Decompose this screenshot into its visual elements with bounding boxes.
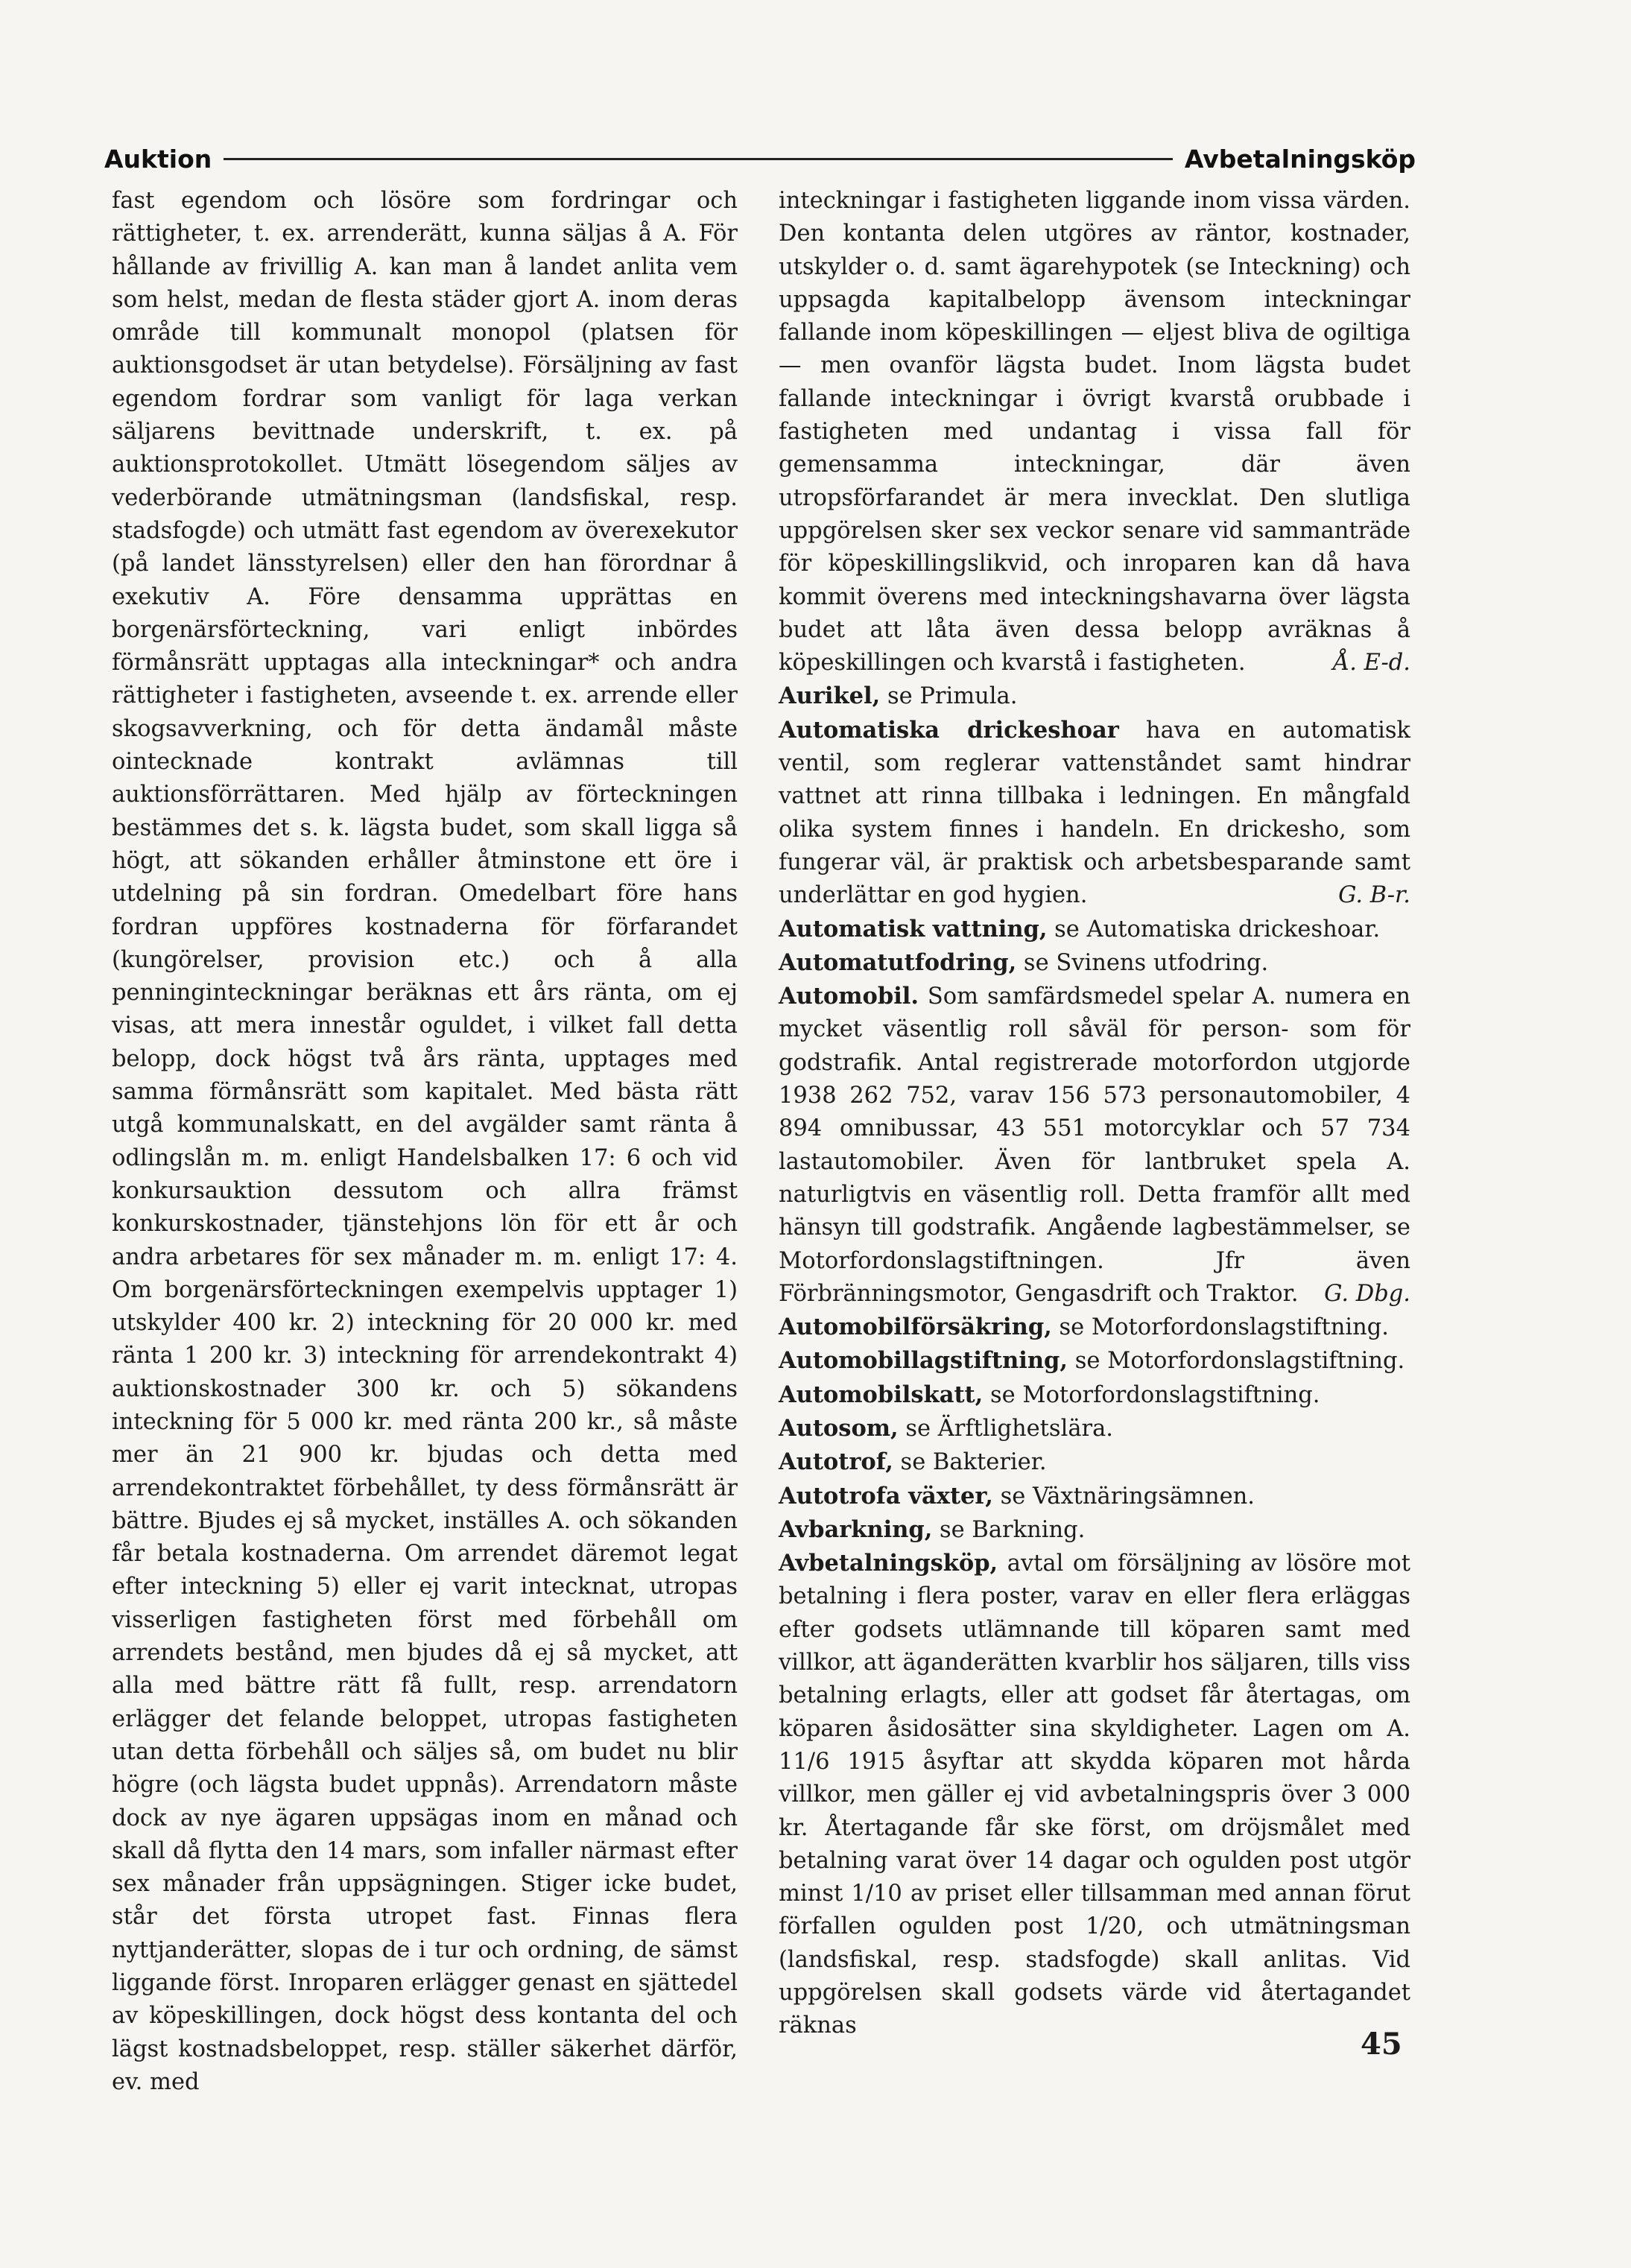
entry-term: Autosom, [779, 1414, 899, 1442]
entry [779, 680, 1410, 713]
continuation-text: inteckningar i fastigheten liggande inom vissa värden. Den kontanta delen utgöres av räntor, kostnader, utskylder o. d. samt ägarehypotek (se Inteckning) och uppsagda kapitalbelopp ävensom inteckningar fallande inom köpeskillingen — eljest bliva de ogiltiga — men ovanför lägsta budet. Inom lägsta budet fallande inteckningar i övrigt kvarstå orubbade i fastigheten med undantag i vissa fall för gemensamma inteckningar, där även utropsförfarandet är mera invecklat. Den slutliga uppgörelsen sker sex veckor senare vid sammanträde för köpeskillingslikvid, och inroparen kan då hava kommit överens med inteckningshavarna över lägsta budet att låta även dessa belopp avräknas å köpeskillingen och kvarstå i fastigheten. [779, 188, 1410, 677]
entry [779, 980, 1410, 1311]
entry-term: Automatisk vattning, [779, 915, 1048, 943]
continuation-paragraph [779, 185, 1410, 680]
entry-text: se Växtnäringsämnen. [992, 1483, 1255, 1510]
entry [779, 1445, 1410, 1479]
entry-term: Autotrof, [779, 1448, 893, 1476]
entry-text: se Motorfordonslagstiftning. [1051, 1314, 1389, 1341]
entry [779, 1480, 1410, 1513]
entry-text: se Automatiska drickeshoar. [1047, 916, 1381, 943]
page-number: 45 [1361, 2027, 1402, 2062]
running-head-right: Avbetalningsköp [1184, 144, 1416, 174]
entry [779, 1344, 1410, 1378]
entry [779, 1513, 1410, 1547]
entry-text: se Motorfordonslagstiftning. [983, 1381, 1320, 1408]
entry-term: Automobil. [779, 983, 919, 1010]
entry-text: Som samfärdsmedel spelar A. numera en mycket väsentlig roll såväl för person- som för godstrafik. Antal registrerade motorfordon utgjorde 1938 262 752, varav 156 573 personautomobiler, 4 894 omnibussar, 43 551 motorcyklar och 57 734 lastautomobiler. Även för lantbruket spela A. naturligtvis en väsentlig roll. Detta framför allt med hänsyn till godstrafik. Angående lagbestämmelser, se Motorfordonslagstiftningen. Jfr även Förbränningsmotor, Gengasdrift och Traktor. [779, 983, 1410, 1307]
entry-term: Autotrofa växter, [779, 1482, 993, 1510]
running-head-left: Auktion [104, 144, 212, 174]
continuation-signature: Å. E-d. [1333, 650, 1410, 677]
entry-term: Automobillagstiftning, [779, 1347, 1068, 1375]
entry-term: Avbetalningsköp, [779, 1550, 998, 1577]
entry-text: se Motorfordonslagstiftning. [1068, 1348, 1405, 1375]
entry-text: se Barkning. [932, 1516, 1086, 1543]
left-column-text: fast egendom och lösöre som fordringar och rättigheter, t. ex. arrenderätt, kunna säljas å A. För hållande av frivillig A. kan man å landet anlita vem som helst, medan de flesta städer gjort A. inom deras område till kommunalt monopol (platsen för auktionsgodset är utan betydelse). Försäljning av fast egendom fordrar som vanligt för laga verkan säljarens bevittnade underskrift, t. ex. på auktionsprotokollet. Utmätt lösegendom säljes av vederbörande utmätningsman (landsfiskal, resp. stadsfogde) och utmätt fast egendom av överexekutor (på landet länsstyrelsen) eller den han förordnar å exekutiv A. Före densamma upprättas en borgenärsförteckning, vari enligt inbördes förmånsrätt upptagas alla inteckningar* och andra rättigheter i fastigheten, avseende t. ex. arrende eller skogsavverkning, och för detta ändamål måste ointecknade kontrakt avlämnas till auktionsförrättaren. Med hjälp av förteckningen bestämmes det s. k. lägsta budet, som skall ligga så högt, att sökanden erhåller åtminstone ett öre i utdelning på sin fordran. Omedelbart före hans fordran uppföres kostnaderna för förfarandet (kungörelser, provision etc.) och å alla penninginteckningar beräknas ett års ränta, om ej visas, att mera innestår oguldet, i vilket fall detta belopp, dock högst två års ränta, upptages med samma förmånsrätt som kapitalet. Med bästa rätt utgå kommunalskatt, en del avgälder samt ränta å odlingslån m. m. enligt Handelsbalken 17: 6 och vid konkursauktion dessutom och allra främst konkurskostnader, tjänstehjons lön för ett år och andra arbetares för sex månader m. m. enligt 17: 4. Om borgenärsförteckningen exempelvis upptager 1) utskylder 400 kr. 2) inteckning för 20 000 kr. med ränta 1 200 kr. 3) inteckning för arrendekontrakt 4) auktionskostnader 300 kr. och 5) sökandens inteckning för 5 000 kr. med ränta 200 kr., så måste mer än 21 900 kr. bjudas och detta med arrendekontraktet förbehållet, ty dess förmånsrätt är bättre. Bjudes ej så mycket, inställes A. och sökanden får betala kostnaderna. Om arrendet däremot legat efter inteckning 5) eller ej varit intecknat, utropas visserligen fastigheten först med förbehåll om arrendets bestånd, men bjudes då ej så mycket, att alla med bättre rätt få fullt, resp. arrendatorn erlägger det felande beloppet, utropas fastigheten utan detta förbehåll och säljes så, om budet nu blir högre (och lägsta budet uppnås). Arrendatorn måste dock av nye ägaren uppsägas inom en månad och skall då flytta den 14 mars, som infaller närmast efter sex månader från uppsägningen. Stiger icke budet, står det första utropet fast. Finnas flera nyttjanderätter, slopas de i tur och ordning, de sämst liggande först. Inroparen erlägger genast en sjättedel av köpeskillingen, dock högst dess kontanta del och lägst kostnadsbeloppet, resp. ställer säkerhet därför, ev. med [112, 188, 738, 2095]
entry-text: avtal om försäljning av lösöre mot betalning i flera poster, varav en eller flera erläggas efter godsets utlämnande till köparen samt med villkor, att äganderätten kvarblir hos säljaren, tills viss betalning erlagts, eller att godset får återtagas, om köparen åsidosätter sina skyldigheter. Lagen om A. 11/6 1915 åsyftar att skydda köparen mot hårda villkor, men gäller ej vid avbetalningspris över 3 000 kr. Återtagande får ske först, om dröjsmålet med betalning varat över 14 dagar och ogulden post utgör minst 1/10 av priset eller tillsamman med annan förut förfallen ogulden post 1/20, och utmätningsman (landsfiskal, resp. stadsfogde) skall anlitas. Vid uppgörelsen skall godsets värde vid återtagandet räknas [779, 1550, 1410, 2039]
entry-term: Avbarkning, [779, 1515, 933, 1543]
entry-text: se Svinens utfodring. [1016, 949, 1269, 976]
entry [779, 913, 1410, 946]
entry-signature: G. B-r. [1338, 882, 1410, 909]
entry-list [779, 680, 1410, 2042]
header-rule [224, 158, 1173, 160]
entry-text: se Bakterier. [893, 1449, 1047, 1476]
entry-term: Aurikel, [779, 682, 881, 710]
entry [779, 1547, 1410, 2042]
entry [779, 714, 1410, 913]
entry-text: hava en automatisk ventil, som reglerar vattenståndet samt hindrar vattnet att rinna tillbaka i ledningen. En mångfald olika system finnes i handeln. En drickesho, som fungerar väl, är praktisk och arbetsbesparande samt underlättar en god hygien. [779, 717, 1410, 909]
entry [779, 1311, 1410, 1344]
entry-text: se Primula. [880, 683, 1018, 710]
right-column [779, 185, 1410, 2043]
running-head [104, 140, 1416, 177]
entry [779, 1378, 1410, 1412]
entry [779, 946, 1410, 980]
left-column [112, 185, 738, 2099]
entry-signature: G. Dbg. [1324, 1280, 1410, 1307]
entry-text: se Ärftlighetslära. [898, 1415, 1113, 1442]
entry-term: Automatutfodring, [779, 948, 1017, 976]
entry [779, 1412, 1410, 1445]
entry-term: Automobilskatt, [779, 1381, 984, 1408]
entry-term: Automobilförsäkring, [779, 1314, 1052, 1341]
entry-term: Automatiska drickeshoar [779, 716, 1119, 744]
